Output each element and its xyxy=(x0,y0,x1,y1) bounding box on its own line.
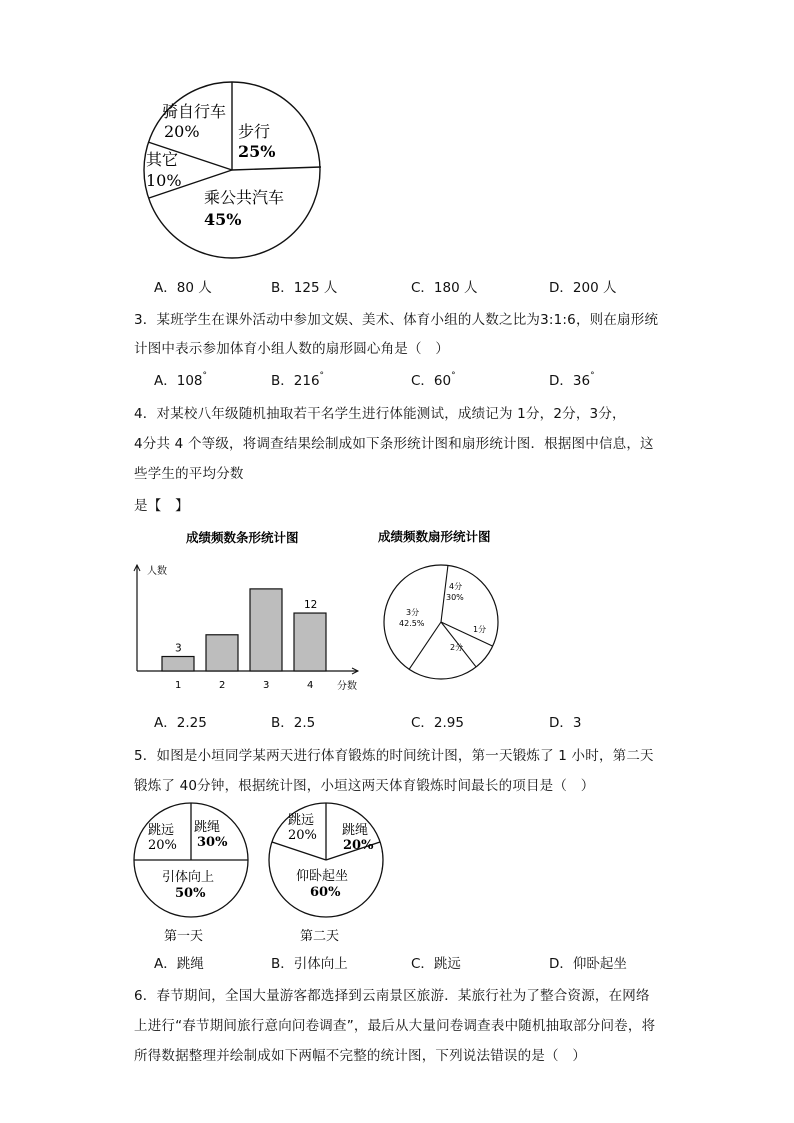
q2-slice-other-label: 其它 xyxy=(146,150,179,169)
q4-option-b[interactable]: B．2.5 xyxy=(271,715,316,731)
q5-option-a[interactable]: A．跳绳 xyxy=(154,956,204,972)
q4-bar-3 xyxy=(250,589,282,671)
q4-slice-3-percent: 42.5% xyxy=(399,619,425,628)
q2-pie-divider-right xyxy=(232,167,321,170)
q5-option-b[interactable]: B．引体向上 xyxy=(271,956,348,972)
q3-option-b-degree: ° xyxy=(319,371,325,381)
q4-bar-tick-4: 4 xyxy=(307,680,314,691)
q4-option-d[interactable]: D．3 xyxy=(549,715,582,731)
q3-option-c[interactable] xyxy=(411,369,456,389)
q3-option-c-text: C．60 xyxy=(411,373,452,389)
q5-day2-slice-rope-label: 跳绳 xyxy=(342,823,369,838)
q5-day2-slice-rope-percent: 20% xyxy=(343,838,374,853)
q4-slice-2-label: 2分 xyxy=(450,643,464,652)
q4-bar-2 xyxy=(206,635,238,671)
q2-slice-bike-percent: 20% xyxy=(164,122,200,141)
q5-day2-slice-jump-percent: 20% xyxy=(288,828,317,843)
q4-option-c[interactable]: C．2.95 xyxy=(411,715,464,731)
q4-bar-4 xyxy=(294,613,326,671)
q2-option-d[interactable]: D．200 人 xyxy=(549,280,617,296)
q5-option-c[interactable]: C．跳远 xyxy=(411,956,461,972)
q4-bar-tick-1: 1 xyxy=(175,680,182,691)
q4-question-line-4: 是【 】 xyxy=(134,498,189,514)
q5-question-line-2: 锻炼了 40分钟，根据统计图，小垣这两天体育锻炼时间最长的项目是（ ） xyxy=(134,778,595,794)
q3-option-d[interactable] xyxy=(549,369,595,389)
q2-slice-walk-label: 步行 xyxy=(238,122,271,141)
q4-bar-chart xyxy=(120,525,370,697)
q5-day1-slice-pullup-label: 引体向上 xyxy=(162,870,215,885)
q3-option-a[interactable] xyxy=(154,369,207,389)
q3-option-a-degree: ° xyxy=(202,371,208,381)
q2-slice-walk-percent: 25% xyxy=(238,142,276,161)
q4-bar-chart-xlabel: 分数 xyxy=(337,681,357,692)
q3-option-a-text: A．108 xyxy=(154,373,203,389)
q4-bar-1 xyxy=(162,657,194,671)
q4-bar-data-label-1: 3 xyxy=(175,642,182,655)
q4-slice-3-label: 3分 xyxy=(406,608,420,617)
q4-question-line-2: 4分共 4 个等级，将调查结果绘制成如下条形统计图和扇形统计图．根据图中信息，这 xyxy=(134,436,654,452)
q2-pie-chart xyxy=(140,80,330,260)
q5-day1-slice-jump-percent: 20% xyxy=(148,838,177,853)
q3-option-d-text: D．36 xyxy=(549,373,591,389)
q2-slice-bike-label: 骑自行车 xyxy=(162,102,227,121)
q3-option-b-text: B．216 xyxy=(271,373,320,389)
q3-question-line-1: 3．某班学生在课外活动中参加文娱、美术、体育小组的人数之比为3:1:6，则在扇形统 xyxy=(134,312,659,328)
q4-bar-chart-ylabel: 人数 xyxy=(147,566,167,577)
q2-option-b[interactable]: B．125 人 xyxy=(271,280,338,296)
q6-question-line-2: 上进行“春节期间旅行意向问卷调查”，最后从大量问卷调查表中随机抽取部分问卷，将 xyxy=(134,1018,656,1034)
q3-option-b[interactable] xyxy=(271,369,324,389)
q5-day2-caption: 第二天 xyxy=(300,929,340,944)
q5-day1-slice-rope-label: 跳绳 xyxy=(194,820,221,835)
q5-day2-divider-left xyxy=(272,842,326,860)
q4-option-a[interactable]: A．2.25 xyxy=(154,715,207,731)
q4-bar-tick-3: 3 xyxy=(263,680,270,691)
q2-option-c[interactable]: C．180 人 xyxy=(411,280,478,296)
q3-option-c-degree: ° xyxy=(451,371,456,381)
q5-day2-slice-jump-label: 跳远 xyxy=(288,813,315,828)
q2-option-a[interactable]: A．80 人 xyxy=(154,280,212,296)
q5-day1-caption: 第一天 xyxy=(164,929,204,944)
q5-day1-slice-pullup-percent: 50% xyxy=(175,886,206,901)
q6-question-line-1: 6．春节期间，全国大量游客都选择到云南景区旅游．某旅行社为了整合资源，在网络 xyxy=(134,988,650,1004)
q4-bar-tick-2: 2 xyxy=(219,680,226,691)
q5-day2-pie-chart xyxy=(262,798,392,945)
q6-question-line-3: 所得数据整理并绘制成如下两幅不完整的统计图，下列说法错误的是（ ） xyxy=(134,1048,587,1064)
q4-slice-4-label: 4分 xyxy=(449,582,463,591)
q2-slice-other-percent: 10% xyxy=(146,171,182,190)
q4-bar-data-label-4: 12 xyxy=(304,599,318,612)
q5-day1-pie-chart xyxy=(128,800,258,945)
q5-question-line-1: 5．如图是小垣同学某两天进行体育锻炼的时间统计图，第一天锻炼了 1 小时，第二天 xyxy=(134,748,654,764)
q5-day1-slice-rope-percent: 30% xyxy=(197,835,228,850)
q5-day2-slice-situp-label: 仰卧起坐 xyxy=(296,869,349,884)
q4-pie-chart-title: 成绩频数扇形统计图 xyxy=(378,529,491,544)
q4-slice-1-label: 1分 xyxy=(473,625,487,634)
q4-question-line-1: 4．对某校八年级随机抽取若干名学生进行体能测试，成绩记为 1分，2分，3分， xyxy=(134,406,626,422)
q2-slice-bus-percent: 45% xyxy=(204,210,242,229)
q4-pie-divider-3 xyxy=(409,622,441,669)
q5-day2-slice-situp-percent: 60% xyxy=(310,885,341,900)
q4-question-line-3: 些学生的平均分数 xyxy=(134,466,244,482)
q5-day1-slice-jump-label: 跳远 xyxy=(148,823,175,838)
q4-bar-chart-title: 成绩频数条形统计图 xyxy=(186,530,299,545)
q4-slice-4-percent: 30% xyxy=(446,593,464,602)
q4-pie-chart xyxy=(375,525,515,700)
q3-option-d-degree: ° xyxy=(590,371,595,381)
q2-slice-bus-label: 乘公共汽车 xyxy=(204,188,285,207)
q5-option-d[interactable]: D．仰卧起坐 xyxy=(549,956,627,972)
q3-question-line-2: 计图中表示参加体育小组人数的扇形圆心角是（ ） xyxy=(134,341,450,357)
